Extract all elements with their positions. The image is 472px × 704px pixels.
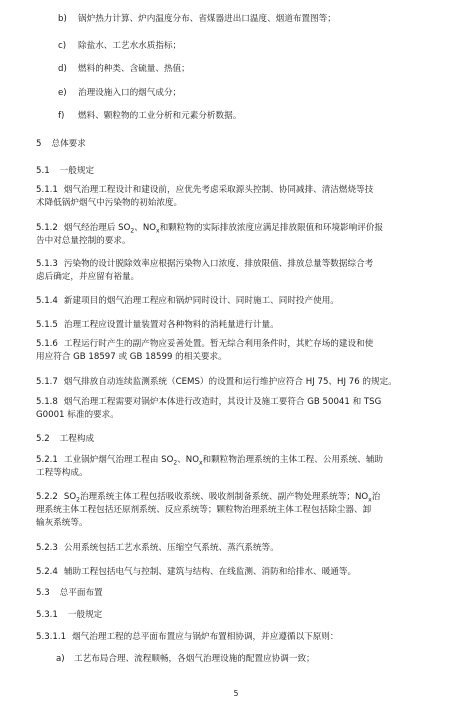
- list-marker: c): [58, 41, 67, 51]
- list-marker: d): [58, 64, 67, 74]
- section-heading-5-2: 5.2 工程构成: [36, 434, 95, 444]
- paragraph-5-1-5: 5.1.5 治理工程应设置计量装置对各种物料的消耗量进行计量。: [36, 320, 279, 330]
- list-text: 治理设施入口的烟气成分；: [78, 88, 182, 98]
- section-heading-5-3: 5.3 总平面布置: [36, 588, 103, 598]
- paragraph-5-1-4: 5.1.4 新建项目的烟气治理工程应和锅炉同时设计、同时施工、同时投产使用。: [36, 296, 339, 306]
- list-marker: e): [58, 88, 67, 98]
- list-item: [58, 87, 181, 100]
- paragraph-5-1-1: 5.1.1 烟气治理工程设计和建设前，应优先考虑采取源头控制、协同减排、清洁燃烧等技 术降低锅炉烟气中污染物的初始浓度。: [36, 185, 374, 208]
- list-marker: b): [58, 14, 67, 24]
- section-heading-5-3-1: 5.3.1 一般规定: [36, 610, 103, 620]
- section-heading-5: 5 总体要求: [36, 139, 86, 149]
- list-item: [58, 40, 181, 53]
- list-item: [56, 653, 315, 666]
- paragraph-5-2-3: 5.2.3 公用系统包括工艺水系统、压缩空气系统、蒸汽系统等。: [36, 543, 279, 553]
- list-text: 燃料的种类、含硫量、热值；: [78, 64, 190, 74]
- paragraph-5-2-2: 5.2.2 $SO_2$治理系统主体工程包括吸收系统、吸收剂制备系统、副产物处理系统等；$NO_x$治 理系统主体工程包括还原剂系统、反应系统等；颗粒物治理系统主体工程包括除尘器、卸 输灰系统等。: [36, 492, 381, 528]
- list-item: [58, 63, 190, 76]
- paragraph-5-1-6: 5.1.6 工程运行时产生的副产物应妥善处置。暂无综合利用条件时，其贮存场的建设和使 用应符合 GB 18597 或 GB 18599 的相关要求。: [36, 339, 374, 362]
- list-item: [58, 13, 336, 26]
- list-text: 除盐水、工艺水水质指标；: [78, 41, 182, 51]
- list-text: 锅炉热力计算、炉内温度分布、省煤器进出口温度、烟道布置图等；: [78, 14, 336, 24]
- list-text: 燃料、颗粒物的工业分析和元素分析数据。: [78, 111, 242, 121]
- list-item: [58, 110, 241, 123]
- paragraph-5-1-3: 5.1.3 污染物的设计脱除效率应根据污染物入口浓度、排放限值、排放总量等数据综合考 虑后确定，并应留有裕量。: [36, 259, 374, 282]
- page-number: 5: [233, 689, 239, 698]
- paragraph-5-3-1-1: 5.3.1.1 烟气治理工程的总平面布置应与锅炉布置相协调，并应遵循以下原则：: [36, 632, 339, 642]
- list-text: 工艺布局合理、流程顺畅，各烟气治理设施的配置应协调一致；: [74, 654, 315, 664]
- paragraph-5-2-4: 5.2.4 辅助工程包括电气与控制、建筑与结构、在线监测、消防和给排水、暖通等。: [36, 567, 357, 577]
- list-marker: f): [58, 111, 65, 121]
- list-marker: a): [56, 654, 65, 664]
- section-heading-5-1: 5.1 一般规定: [36, 166, 95, 176]
- paragraph-5-1-7: 5.1.7 烟气排放自动连续监测系统（CEMS）的设置和运行维护应符合 HJ 75、HJ 76 的规定。: [36, 377, 397, 387]
- paragraph-5-1-8: 5.1.8 烟气治理工程需要对锅炉本体进行改造时，其设计及施工要符合 GB 50041 和 TSG G0001 标准的要求。: [36, 397, 382, 420]
- paragraph-5-1-2: 5.1.2 烟气经治理后 $SO_2$、$NO_x$和颗粒物的实际排放浓度应满足排放限值和环境影响评价报 告中对总量控制的要求。: [36, 223, 384, 246]
- paragraph-5-2-1: 5.2.1 工业锅炉烟气治理工程由 $SO_2$、$NO_x$和颗粒物治理系统的主体工程、公用系统、辅助 工程等构成。: [36, 455, 384, 478]
